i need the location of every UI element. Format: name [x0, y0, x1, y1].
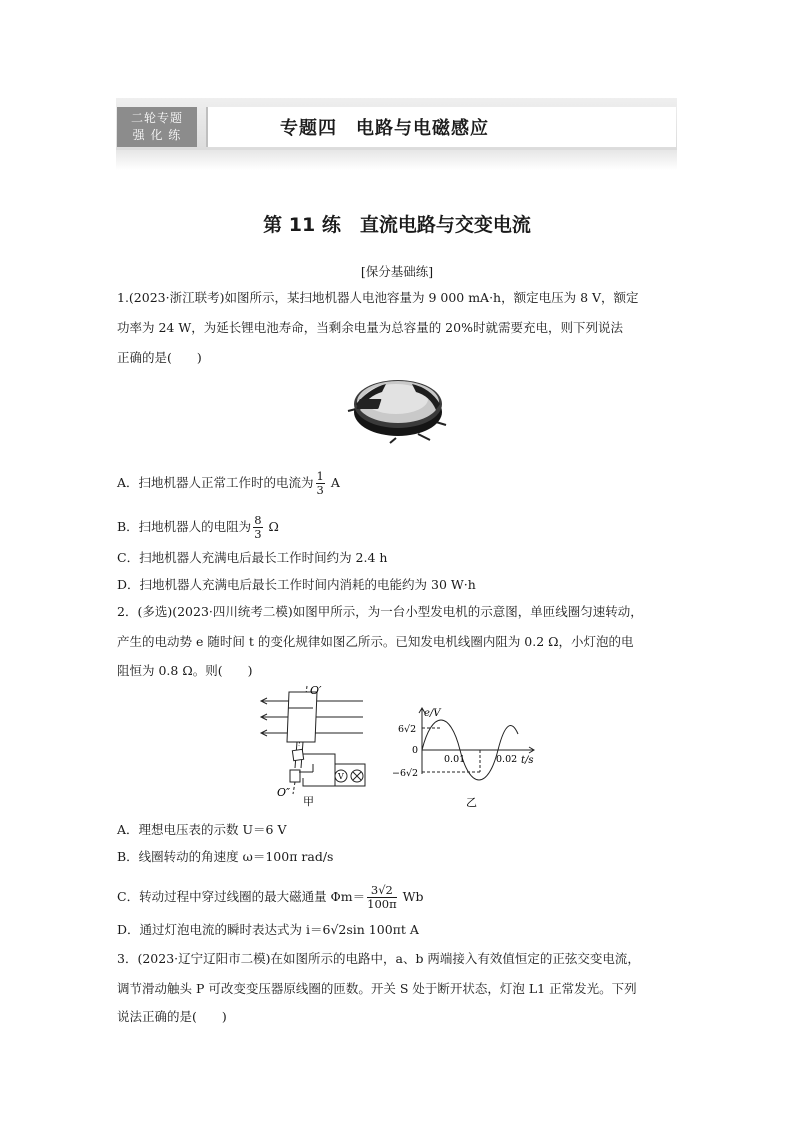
q3-stem-line-2: 调节滑动触头 P 可改变变压器原线圈的匝数。开关 S 处于断开状态，灯泡 L1 正常发光。下列	[117, 981, 637, 996]
q1-option-c: C．扫地机器人充满电后最长工作时间约为 2.4 h	[117, 550, 388, 565]
emf-time-graph	[392, 704, 542, 810]
q2-stem-line-1: 2．(多选)(2023·四川统考二模)如图甲所示，为一台小型发电机的示意图，单匝线圈匀速转动，	[117, 604, 643, 619]
q1-stem-line-1: 1.(2023·浙江联考)如图所示，某扫地机器人电池容量为 9 000 mA·h，额定电压为 8 V，额定	[117, 290, 639, 305]
q1-b-text: B．扫地机器人的电阻为	[117, 519, 252, 534]
q1-stem-line-3: 正确的是( )	[117, 350, 202, 365]
badge-line-1: 二轮专题	[130, 111, 183, 125]
q1-b-den: 3	[254, 527, 262, 541]
header-banner-shadow	[116, 150, 677, 170]
q3-stem-line-1: 3．(2023·辽宁辽阳市二模)在如图所示的电路中，a、b 两端接入有效值恒定的正弦交变电流，	[117, 951, 640, 966]
graph-ylabel-text: e/V	[424, 708, 441, 719]
subsection-heading: [保分基础练]	[360, 264, 434, 279]
q2-stem-line-3: 阻恒为 0.8 Ω。则( )	[117, 663, 253, 678]
graph-ylabel	[424, 708, 442, 719]
axis-top-label: O′	[310, 684, 322, 697]
q1-option-d: D．扫地机器人充满电后最长工作时间内消耗的电能约为 30 W·h	[117, 577, 476, 592]
q2-option-a: A．理想电压表的示数 U＝6 V	[117, 822, 287, 837]
q1-a-unit: A	[330, 475, 340, 490]
figure-jia-caption: 甲	[303, 795, 314, 808]
q1-a-text: A．扫地机器人正常工作时的电流为	[117, 475, 314, 490]
q2-c-num: 3√2	[367, 884, 397, 898]
lesson-title: 第 11 练 直流电路与交变电流	[263, 214, 531, 236]
q1-stem-line-2: 功率为 24 W，为延长锂电池寿命，当剩余电量为总容量的 20%时就需要充电，则下列说法	[117, 320, 623, 335]
q2-c-fraction	[367, 884, 397, 911]
q2-c-unit: Wb	[402, 889, 424, 904]
q1-b-unit: Ω	[268, 519, 279, 534]
section-title: 专题四 电路与电磁感应	[280, 118, 489, 139]
graph-x-tick-2: 0.02	[496, 754, 518, 765]
graph-y-positive: 6√2	[398, 724, 417, 735]
q2-c-text: C．转动过程中穿过线圈的最大磁通量 Φm＝	[117, 889, 366, 904]
q2-c-den: 100π	[367, 897, 397, 911]
generator-diagram	[255, 684, 385, 810]
q1-a-fraction	[316, 470, 325, 497]
q1-b-num: 8	[254, 513, 262, 527]
q2-option-c	[117, 884, 424, 911]
graph-y-zero: 0	[412, 745, 419, 756]
figure-yi-caption: 乙	[466, 796, 477, 809]
q2-stem-line-2: 产生的电动势 e 随时间 t 的变化规律如图乙所示。已知发电机线圈内阻为 0.2 Ω，小灯泡的电	[117, 634, 634, 649]
q1-b-fraction	[253, 514, 262, 541]
badge-line-2: 强 化 练	[132, 128, 182, 142]
q1-option-a	[117, 470, 340, 497]
graph-y-negative: −6√2	[392, 768, 419, 779]
graph-x-tick-1: 0.01	[444, 754, 466, 765]
q1-option-b	[117, 514, 279, 541]
q2-option-b: B．线圈转动的角速度 ω＝100π rad/s	[117, 849, 334, 864]
axis-bottom-label: O″	[277, 786, 291, 799]
q1-a-num: 1	[316, 469, 324, 483]
robot-vacuum-image	[346, 370, 450, 444]
series-badge	[117, 107, 197, 147]
q2-option-d: D．通过灯泡电流的瞬时表达式为 i＝6√2sin 100πt A	[117, 922, 419, 937]
graph-xlabel: t/s	[521, 755, 534, 766]
q3-stem-line-3: 说法正确的是( )	[117, 1009, 227, 1024]
q1-a-den: 3	[316, 483, 324, 497]
voltmeter-label: V	[338, 772, 344, 781]
